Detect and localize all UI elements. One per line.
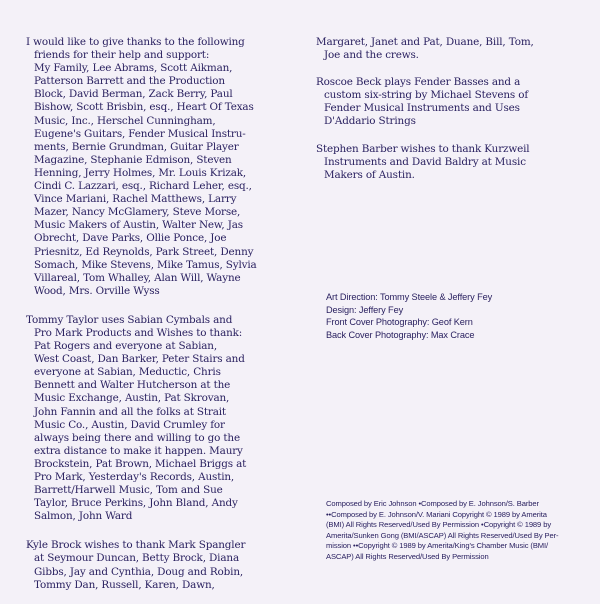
right-column [316, 36, 594, 194]
artwork-credits [326, 291, 596, 341]
kyle-brock-paragraph: Kyle Brock wishes to thank Mark Spangler at Seymour Duncan, Betty Brock, Diana Gibbs, Jay and Cynthia, Doug and Robin, Tommy Dan, Russell, Karen, Dawn, [26, 539, 246, 591]
thanks-paragraph: I would like to give thanks to the following friends for their help and support: My Family, Lee Abrams, Scott Aikman, Patterson Barrett and the Production Block, David Berman, Zack Berry, Paul Bishow, Scott Brisbin, esq., Heart Of Texas Music, Inc., Herschel Cunningham, Eugene's Guitars, Fender Musical Instru- ments, Bernie Grundman, Guitar Player Magazine, Stephanie Edmison, Steven Henning, Jerry Holmes, Mr. Louis Krizak, Cindi C. Lazzari, esq., Richard Leher, esq., Vince Mariani, Rachel Matthews, Larry Mazer, Nancy McGlamery, Steve Morse, Music Makers of Austin, Walter New, Jas Obrecht, Dave Parks, Ollie Ponce, Joe Priesnitz, Ed Reynolds, Park Street, Denny Somach, Mike Stevens, Mike Tamus, Sylvia Villareal, Tom Whalley, Alan Will, Wayne Wood, Mrs. Orville Wyss [26, 36, 257, 297]
front-cover-credit: Front Cover Photography: Geof Kern [326, 317, 473, 328]
stephen-barber-paragraph: Stephen Barber wishes to thank Kurzweil Instruments and David Baldry at Music Makers of Austin. [316, 142, 530, 181]
tommy-taylor-paragraph: Tommy Taylor uses Sabian Cymbals and Pro Mark Products and Wishes to thank: Pat Rogers and everyone at Sabian, West Coast, Dan Barker, Peter Stairs and everyone at Sabian, Meductic, Chris Bennett and Walter Hutcherson at the Music Exchange, Austin, Pat Skrovan, John Fannin and all the folks at Strait Music Co., Austin, David Crumley for always being there and willing to go the extra distance to make it happen. Maury Brockstein, Pat Brown, Michael Briggs at Pro Mark, Yesterday's Records, Austin, Barrett/Harwell Music, Tom and Sue Taylor, Bruce Perkins, John Bland, Andy Salmon, John Ward [26, 313, 247, 523]
art-direction-credit: Art Direction: Tommy Steele & Jeffery Fey [326, 292, 493, 302]
left-column [26, 36, 300, 604]
back-cover-credit: Back Cover Photography: Max Crace [326, 329, 475, 340]
design-credit: Design: Jeffery Fey [326, 304, 404, 315]
publishing-notes: Composed by Eric Johnson •Composed by E. Johnson/S. Barber ••Composed by E. Johnson/V. Mariani Copyright © 1989 by Amerita (BMI) All Rights Reserved/Used By Permission •Copyright © 1989 by Amerita/Sunken Gong (BMI/ASCAP) All Rights Reserved/Used By Per- mission ••Copyright © 1989 by Amerita/King's Chamber Music (BMI/ ASCAP) All Rights Reserved/Used By Permission [326, 499, 559, 561]
roscoe-beck-paragraph: Roscoe Beck plays Fender Basses and a custom six-string by Michael Stevens of Fender Musical Instruments and Uses D'Addario Strings [316, 76, 529, 128]
kyle-brock-continued: Margaret, Janet and Pat, Duane, Bill, Tom, Joe and the crews. [316, 36, 534, 62]
